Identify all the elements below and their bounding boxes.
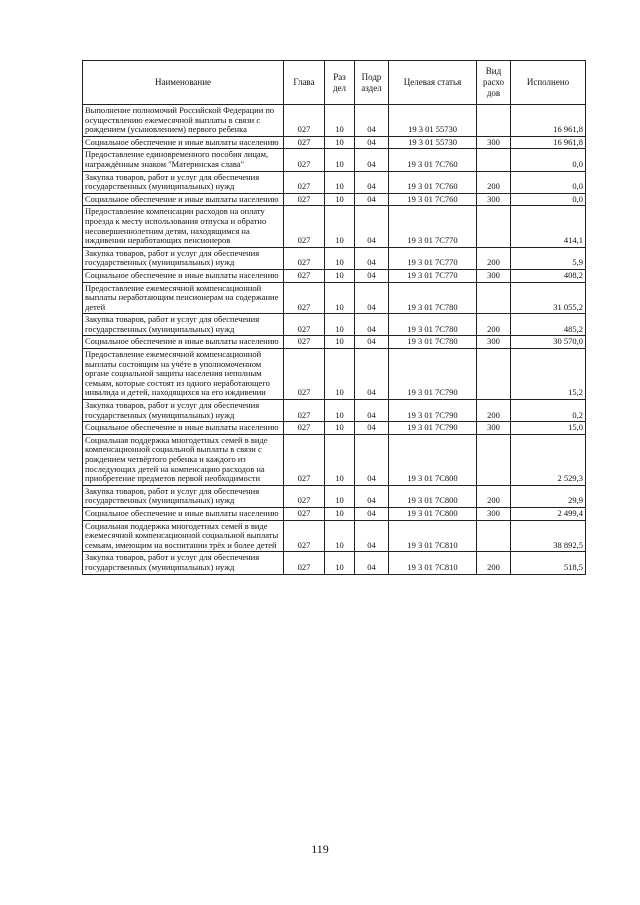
cell-target: 19 3 01 55730 — [389, 105, 477, 137]
cell-target: 19 3 01 7С780 — [389, 282, 477, 314]
cell-chapter: 027 — [284, 149, 325, 171]
table-row — [83, 136, 586, 149]
cell-section: 10 — [325, 105, 355, 137]
table-row — [83, 282, 586, 314]
cell-name: Социальное обеспечение и иные выплаты населению — [83, 193, 284, 206]
cell-type — [477, 105, 511, 137]
table-header-row — [83, 61, 586, 105]
cell-type — [477, 206, 511, 247]
cell-type: 200 — [477, 247, 511, 269]
cell-subsection: 04 — [355, 105, 389, 137]
cell-type: 300 — [477, 136, 511, 149]
cell-executed: 518,5 — [511, 552, 586, 574]
cell-subsection: 04 — [355, 552, 389, 574]
cell-executed: 0,0 — [511, 149, 586, 171]
cell-subsection: 04 — [355, 171, 389, 193]
cell-subsection: 04 — [355, 349, 389, 400]
cell-subsection: 04 — [355, 282, 389, 314]
cell-executed: 414,1 — [511, 206, 586, 247]
cell-executed: 29,9 — [511, 485, 586, 507]
cell-chapter: 027 — [284, 336, 325, 349]
cell-chapter: 027 — [284, 193, 325, 206]
cell-subsection: 04 — [355, 422, 389, 435]
column-header-executed: Исполнено — [511, 61, 586, 105]
table-row — [83, 171, 586, 193]
cell-section: 10 — [325, 400, 355, 422]
table-row — [83, 434, 586, 485]
cell-type: 200 — [477, 400, 511, 422]
cell-subsection: 04 — [355, 136, 389, 149]
cell-type: 300 — [477, 336, 511, 349]
cell-target: 19 3 01 55730 — [389, 136, 477, 149]
cell-executed: 0,0 — [511, 193, 586, 206]
cell-chapter: 027 — [284, 105, 325, 137]
cell-type — [477, 520, 511, 552]
cell-target: 19 3 01 7С760 — [389, 171, 477, 193]
cell-section: 10 — [325, 269, 355, 282]
cell-executed: 2 499,4 — [511, 507, 586, 520]
cell-section: 10 — [325, 171, 355, 193]
cell-executed: 0,0 — [511, 171, 586, 193]
cell-chapter: 027 — [284, 422, 325, 435]
cell-target: 19 3 01 7С800 — [389, 485, 477, 507]
budget-table — [82, 60, 586, 575]
cell-name: Закупка товаров, работ и услуг для обеспечения государственных (муниципальных) нужд — [83, 314, 284, 336]
cell-subsection: 04 — [355, 520, 389, 552]
column-header-subsection: Подр аздел — [355, 61, 389, 105]
cell-executed: 485,2 — [511, 314, 586, 336]
cell-name: Закупка товаров, работ и услуг для обеспечения государственных (муниципальных) нужд — [83, 485, 284, 507]
cell-subsection: 04 — [355, 507, 389, 520]
cell-name: Закупка товаров, работ и услуг для обеспечения государственных (муниципальных) нужд — [83, 171, 284, 193]
table-row — [83, 314, 586, 336]
cell-target: 19 3 01 7С790 — [389, 422, 477, 435]
cell-name: Социальная поддержка многодетных семей в виде ежемесячной компенсационной социальной выплаты семьям, имеющим на воспитании трёх и более детей — [83, 520, 284, 552]
table-row — [83, 552, 586, 574]
cell-section: 10 — [325, 552, 355, 574]
table-row — [83, 105, 586, 137]
cell-target: 19 3 01 7С810 — [389, 520, 477, 552]
cell-subsection: 04 — [355, 434, 389, 485]
cell-name: Закупка товаров, работ и услуг для обеспечения государственных (муниципальных) нужд — [83, 552, 284, 574]
cell-section: 10 — [325, 422, 355, 435]
cell-chapter: 027 — [284, 314, 325, 336]
cell-chapter: 027 — [284, 206, 325, 247]
cell-chapter: 027 — [284, 434, 325, 485]
cell-executed: 0,2 — [511, 400, 586, 422]
cell-section: 10 — [325, 314, 355, 336]
cell-executed: 2 529,3 — [511, 434, 586, 485]
column-header-name: Наименование — [83, 61, 284, 105]
cell-section: 10 — [325, 349, 355, 400]
cell-name: Предоставление ежемесячной компенсационной выплаты неработающим пенсионерам на содержание детей — [83, 282, 284, 314]
cell-subsection: 04 — [355, 336, 389, 349]
cell-target: 19 3 01 7С770 — [389, 269, 477, 282]
cell-executed: 15,2 — [511, 349, 586, 400]
cell-name: Социальное обеспечение и иные выплаты населению — [83, 422, 284, 435]
cell-chapter: 027 — [284, 171, 325, 193]
column-header-type: Вид расхо дов — [477, 61, 511, 105]
cell-section: 10 — [325, 520, 355, 552]
cell-type: 200 — [477, 171, 511, 193]
cell-type — [477, 149, 511, 171]
cell-chapter: 027 — [284, 136, 325, 149]
cell-name: Социальное обеспечение и иные выплаты населению — [83, 136, 284, 149]
cell-subsection: 04 — [355, 400, 389, 422]
table-row — [83, 349, 586, 400]
cell-target: 19 3 01 7С760 — [389, 193, 477, 206]
cell-name: Социальная поддержка многодетных семей в виде компенсационной социальной выплаты в связи с рождением четвёртого ребенка и каждого из последующих детей на компенсацию расходов на приобретение предметов первой необходимости — [83, 434, 284, 485]
cell-name: Выполнение полномочий Российской Федерации по осуществлению ежемесячной выплаты в связи с рождением (усыновлением) первого ребенка — [83, 105, 284, 137]
table-row — [83, 507, 586, 520]
cell-subsection: 04 — [355, 193, 389, 206]
cell-name: Социальное обеспечение и иные выплаты населению — [83, 507, 284, 520]
table-row — [83, 269, 586, 282]
cell-target: 19 3 01 7С810 — [389, 552, 477, 574]
cell-name: Предоставление компенсации расходов на оплату проезда к месту использования отпуска и обратно несовершеннолетним детям, находящимся на иждивении неработающих пенсионеров — [83, 206, 284, 247]
table-row — [83, 206, 586, 247]
cell-target: 19 3 01 7С790 — [389, 349, 477, 400]
cell-section: 10 — [325, 282, 355, 314]
cell-section: 10 — [325, 434, 355, 485]
cell-chapter: 027 — [284, 282, 325, 314]
cell-target: 19 3 01 7С790 — [389, 400, 477, 422]
cell-subsection: 04 — [355, 206, 389, 247]
cell-type: 200 — [477, 552, 511, 574]
table-row — [83, 422, 586, 435]
table-row — [83, 520, 586, 552]
cell-section: 10 — [325, 136, 355, 149]
cell-chapter: 027 — [284, 520, 325, 552]
cell-section: 10 — [325, 206, 355, 247]
table-row — [83, 193, 586, 206]
cell-name: Социальное обеспечение и иные выплаты населению — [83, 269, 284, 282]
cell-executed: 16 961,8 — [511, 136, 586, 149]
cell-executed: 408,2 — [511, 269, 586, 282]
cell-section: 10 — [325, 247, 355, 269]
cell-name: Предоставление ежемесячной компенсационной выплаты состоящим на учёте в уполномоченном органе социальной защиты населения неполным семьям, которые состоят из одного неработающего инвалида и детей, находящихся на его иждивении — [83, 349, 284, 400]
cell-type: 300 — [477, 193, 511, 206]
cell-chapter: 027 — [284, 269, 325, 282]
table-body — [83, 105, 586, 575]
cell-type — [477, 349, 511, 400]
cell-type: 300 — [477, 269, 511, 282]
column-header-target: Целевая статья — [389, 61, 477, 105]
column-header-chapter: Глава — [284, 61, 325, 105]
cell-target: 19 3 01 7С780 — [389, 314, 477, 336]
cell-target: 19 3 01 7С770 — [389, 206, 477, 247]
column-header-section: Раз дел — [325, 61, 355, 105]
cell-name: Закупка товаров, работ и услуг для обеспечения государственных (муниципальных) нужд — [83, 400, 284, 422]
cell-target: 19 3 01 7С800 — [389, 434, 477, 485]
cell-executed: 16 961,8 — [511, 105, 586, 137]
table-row — [83, 247, 586, 269]
cell-target: 19 3 01 7С760 — [389, 149, 477, 171]
cell-executed: 31 055,2 — [511, 282, 586, 314]
table-row — [83, 485, 586, 507]
cell-name: Предоставление единовременного пособия лицам, награждённым знаком "Материнская слава" — [83, 149, 284, 171]
cell-target: 19 3 01 7С770 — [389, 247, 477, 269]
cell-executed: 30 570,0 — [511, 336, 586, 349]
cell-target: 19 3 01 7С800 — [389, 507, 477, 520]
cell-executed: 15,0 — [511, 422, 586, 435]
cell-type: 200 — [477, 314, 511, 336]
table-row — [83, 400, 586, 422]
page-number: 119 — [311, 842, 329, 856]
cell-subsection: 04 — [355, 485, 389, 507]
cell-subsection: 04 — [355, 247, 389, 269]
cell-subsection: 04 — [355, 314, 389, 336]
cell-chapter: 027 — [284, 507, 325, 520]
cell-subsection: 04 — [355, 149, 389, 171]
cell-executed: 38 892,5 — [511, 520, 586, 552]
cell-chapter: 027 — [284, 485, 325, 507]
cell-chapter: 027 — [284, 247, 325, 269]
cell-type — [477, 282, 511, 314]
cell-section: 10 — [325, 485, 355, 507]
cell-chapter: 027 — [284, 552, 325, 574]
cell-type — [477, 434, 511, 485]
cell-executed: 5,9 — [511, 247, 586, 269]
cell-name: Закупка товаров, работ и услуг для обеспечения государственных (муниципальных) нужд — [83, 247, 284, 269]
cell-chapter: 027 — [284, 349, 325, 400]
cell-section: 10 — [325, 507, 355, 520]
table-row — [83, 336, 586, 349]
cell-target: 19 3 01 7С780 — [389, 336, 477, 349]
cell-section: 10 — [325, 149, 355, 171]
cell-type: 300 — [477, 422, 511, 435]
cell-chapter: 027 — [284, 400, 325, 422]
cell-name: Социальное обеспечение и иные выплаты населению — [83, 336, 284, 349]
cell-type: 200 — [477, 485, 511, 507]
cell-type: 300 — [477, 507, 511, 520]
table-row — [83, 149, 586, 171]
cell-subsection: 04 — [355, 269, 389, 282]
cell-section: 10 — [325, 193, 355, 206]
cell-section: 10 — [325, 336, 355, 349]
